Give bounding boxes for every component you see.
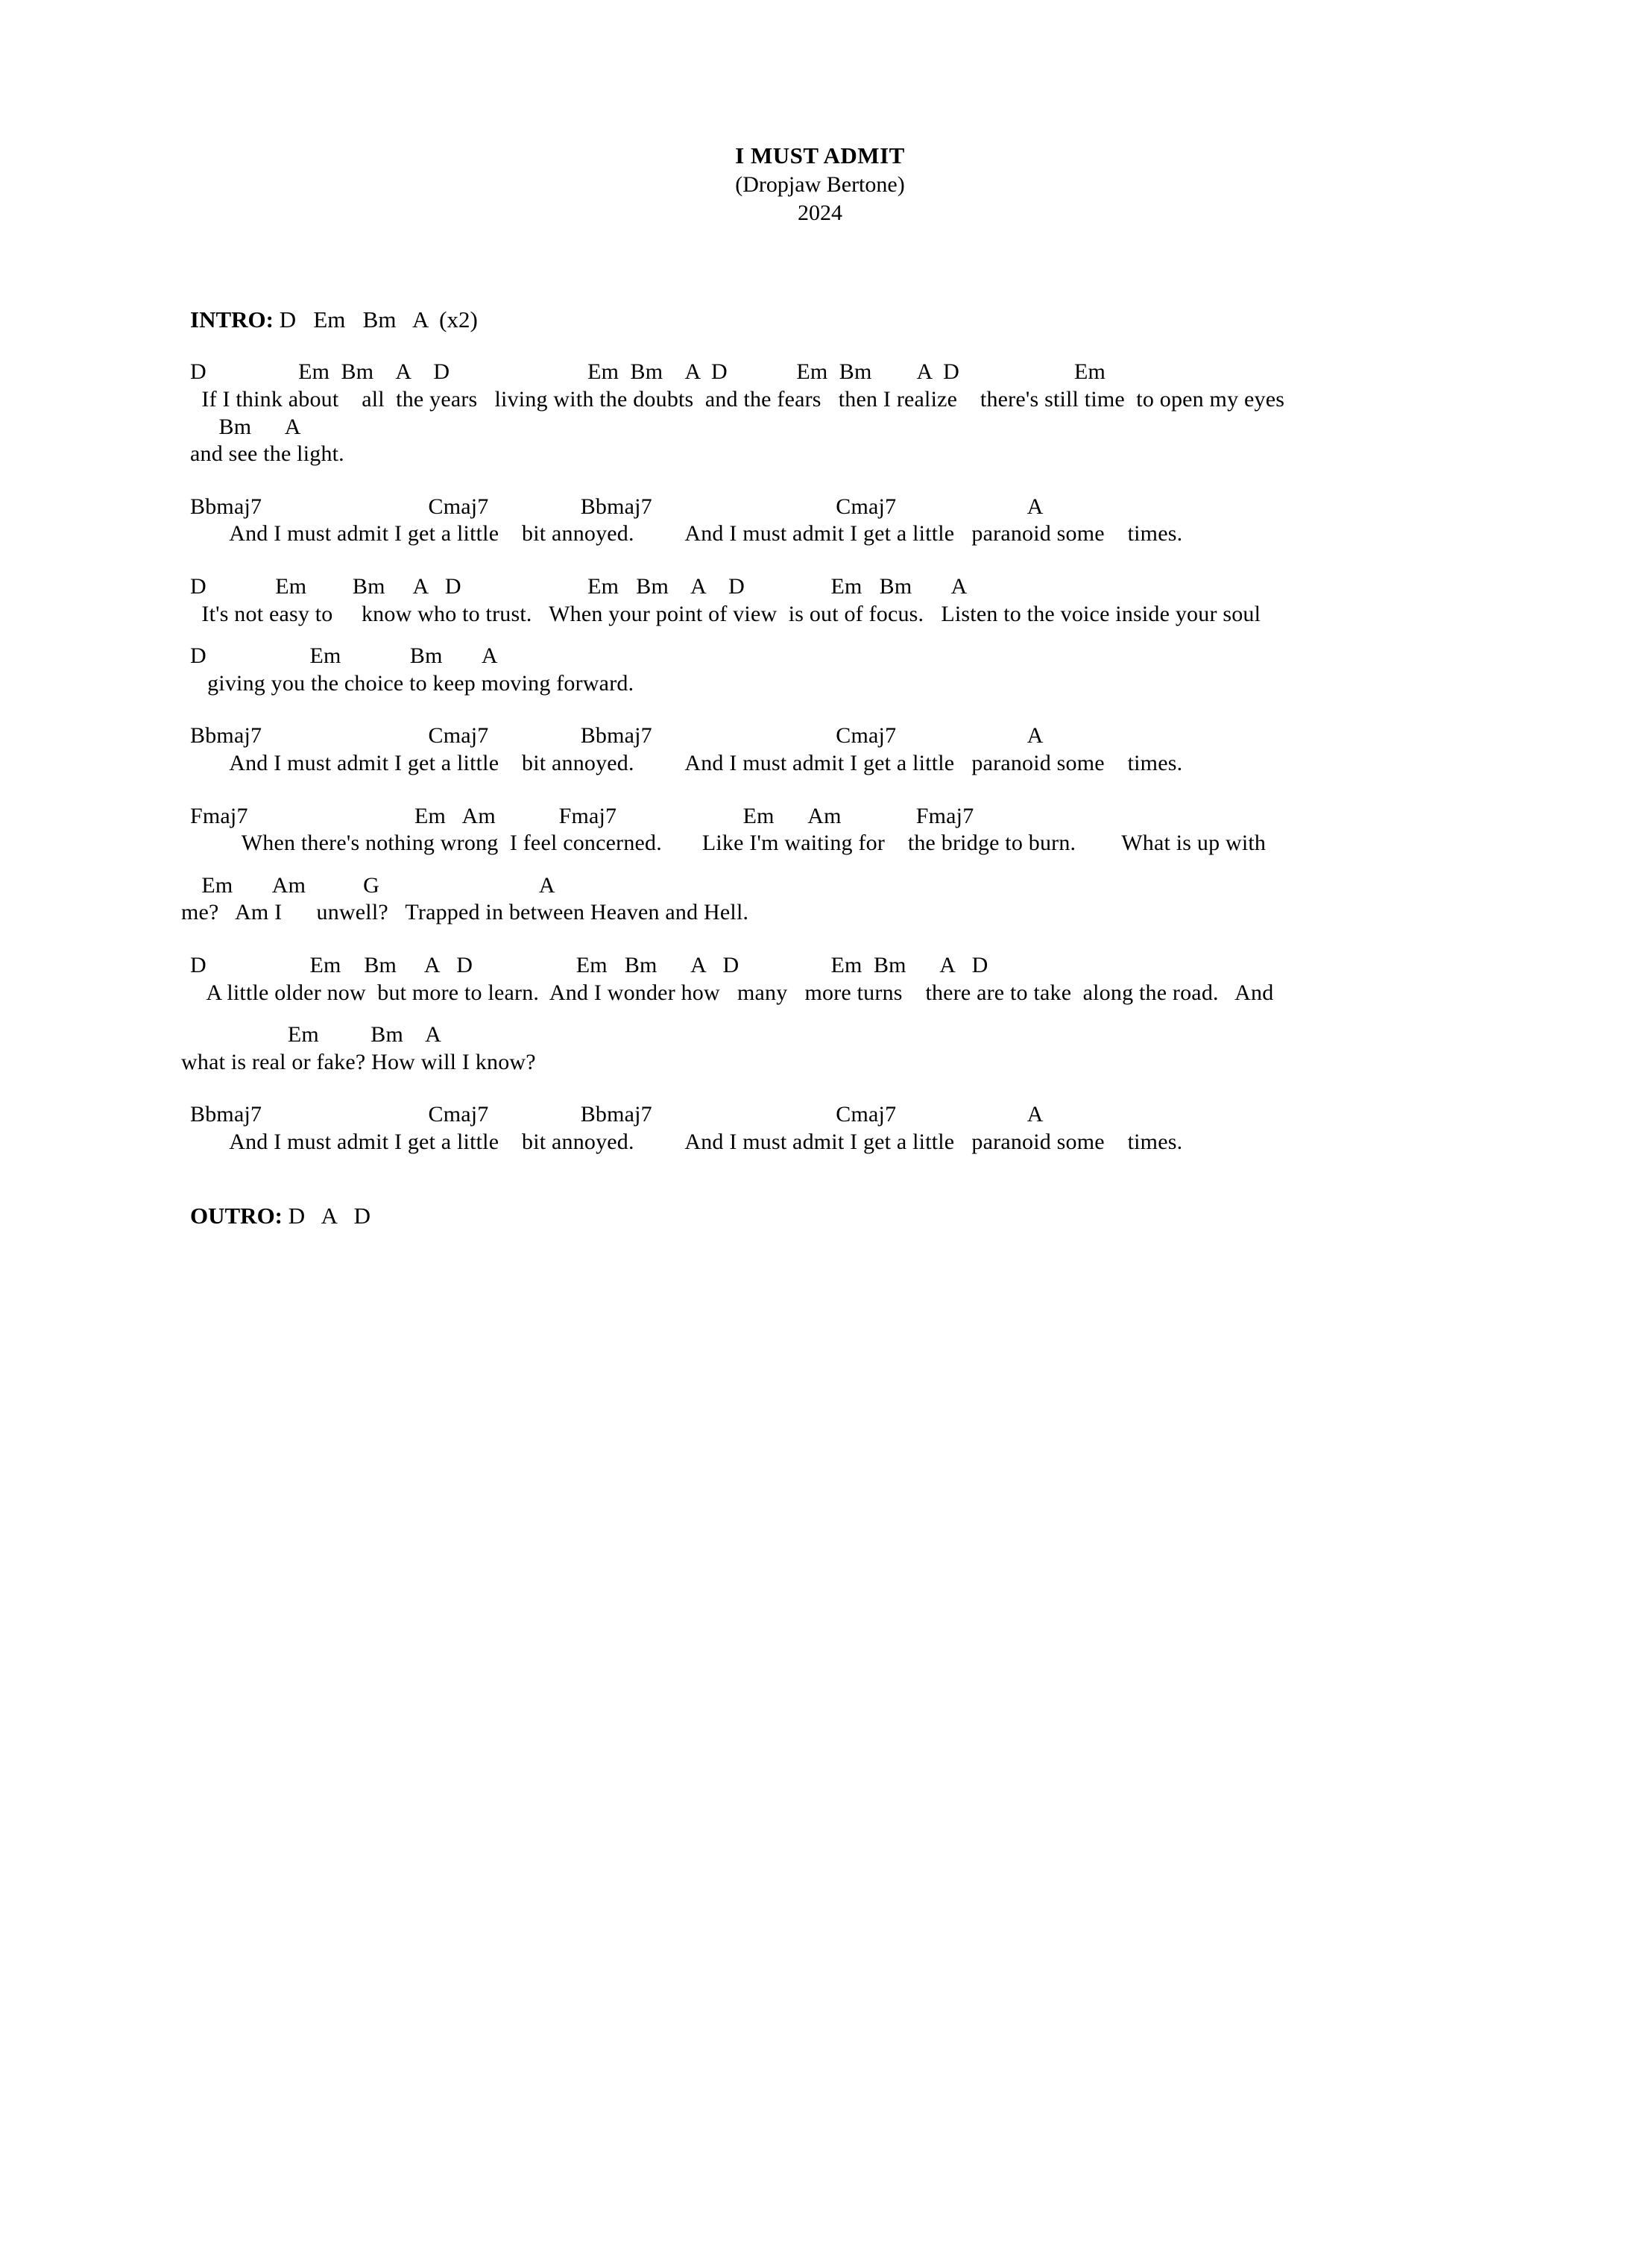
- chord-row: D Em Bm A D Em Bm A D Em Bm A: [190, 574, 968, 599]
- stanza-chorus-2: [190, 722, 1625, 777]
- lyric-row: And I must admit I get a little bit annoyed. And I must admit I get a little paranoid some times.: [190, 521, 1183, 546]
- song-year: 2024: [798, 201, 842, 226]
- song-sheet-page: [0, 142, 1640, 2268]
- chord-row: D Em Bm A D Em Bm A D Em Bm A D: [190, 952, 988, 977]
- lyric-row: and see the light.: [190, 441, 344, 467]
- chord-row: Bbmaj7 Cmaj7 Bbmaj7 Cmaj7 A: [190, 494, 1044, 519]
- outro-label: OUTRO:: [190, 1202, 283, 1229]
- chord-row: Bm A: [190, 414, 301, 439]
- stanza-verse-3: [181, 952, 1625, 1076]
- lyric-row: And I must admit I get a little bit annoyed. And I must admit I get a little paranoid some times.: [190, 1129, 1183, 1154]
- intro-chords: D Em Bm A (x2): [273, 306, 478, 333]
- chord-row: Em Am G A: [190, 872, 555, 898]
- stanza-chorus-3: [190, 1101, 1625, 1156]
- stanza-bridge: [181, 803, 1625, 927]
- song-artist: (Dropjaw Bertone): [735, 171, 905, 197]
- lyric-row: giving you the choice to keep moving forward.: [190, 670, 634, 696]
- chord-row: Em Bm A: [190, 1022, 442, 1048]
- chord-row: D Em Bm A D Em Bm A D Em Bm A D Em: [190, 359, 1106, 385]
- chord-row: Bbmaj7 Cmaj7 Bbmaj7 Cmaj7 A: [190, 1102, 1044, 1127]
- lyric-row: And I must admit I get a little bit annoyed. And I must admit I get a little paranoid some times.: [190, 750, 1183, 775]
- stanza-verse-1: [190, 359, 1625, 467]
- stanza-chorus-1: [190, 494, 1625, 548]
- chord-row: Bbmaj7 Cmaj7 Bbmaj7 Cmaj7 A: [190, 723, 1044, 749]
- song-title: I MUST ADMIT: [735, 142, 905, 168]
- document-header: [0, 142, 1640, 227]
- lyric-row: It's not easy to know who to trust. When your point of view is out of focus. Listen to the voice inside your soul: [190, 601, 1261, 626]
- chord-row: D Em Bm A: [190, 643, 498, 669]
- song-body: [181, 306, 1625, 1229]
- lyric-row: If I think about all the years living with the doubts and the fears then I realize there's still time to open my eyes: [190, 387, 1285, 412]
- outro-chords: D A D: [283, 1202, 370, 1229]
- stanza-verse-2: [190, 573, 1625, 697]
- lyric-row: When there's nothing wrong I feel concerned. Like I'm waiting for the bridge to burn. What is up with: [190, 831, 1267, 856]
- lyric-row: A little older now but more to learn. And I wonder how many more turns there are to take along the road. And: [190, 980, 1274, 1005]
- lyric-row: me? Am I unwell? Trapped in between Heaven and Hell.: [181, 900, 749, 925]
- intro-line: [190, 306, 1625, 333]
- intro-label: INTRO:: [190, 306, 274, 333]
- lyric-row: what is real or fake? How will I know?: [181, 1049, 536, 1074]
- chord-row: Fmaj7 Em Am Fmaj7 Em Am Fmaj7: [190, 803, 974, 828]
- outro-line: [190, 1203, 1625, 1229]
